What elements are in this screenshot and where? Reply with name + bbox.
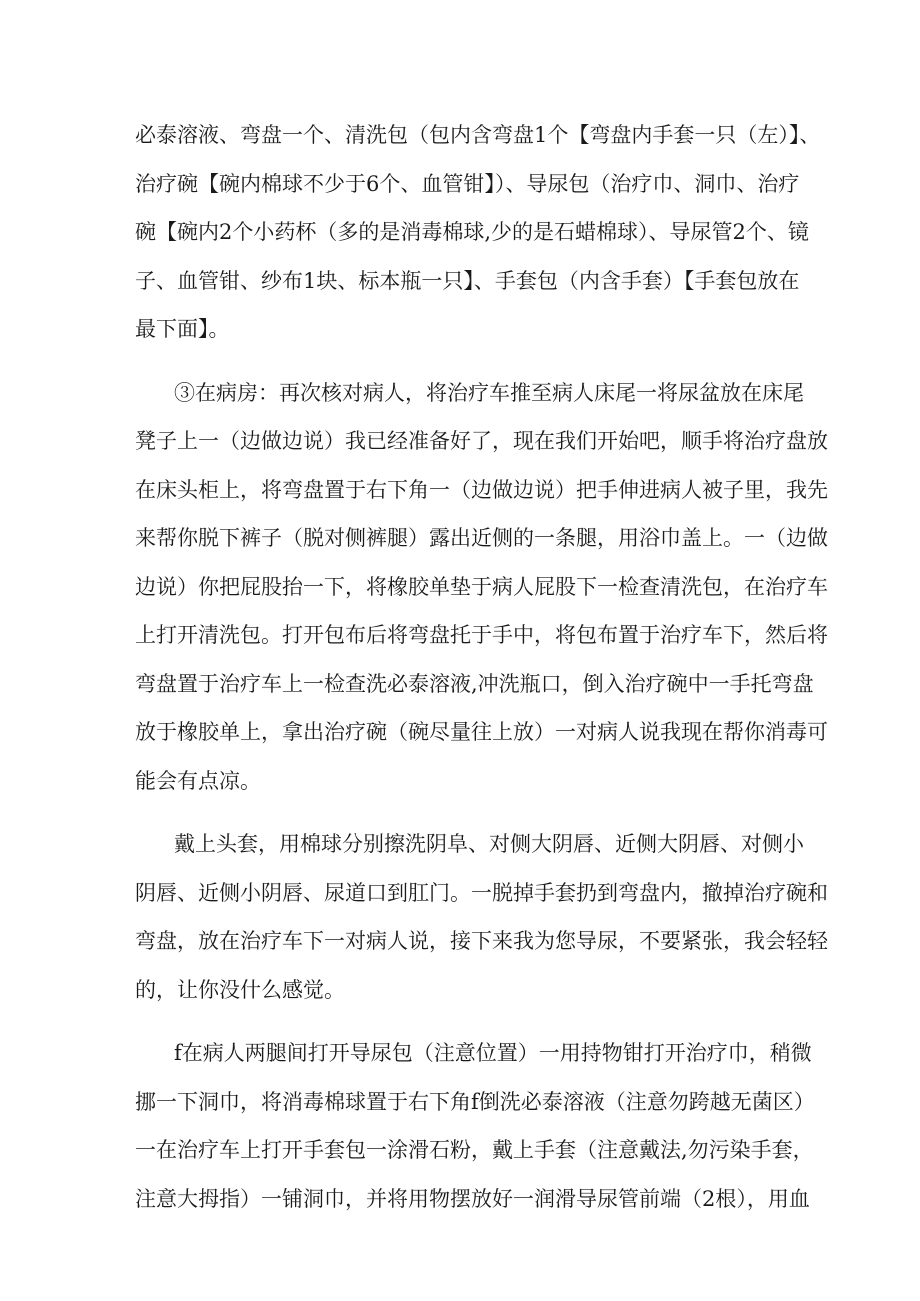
paragraph-gap: [135, 354, 792, 369]
text-line: 凳子上一（边做边说）我已经准备好了，现在我们开始吧，顺手将治疗盘放: [135, 429, 828, 453]
text-line: 戴上头套，用棉球分别擦洗阴阜、对侧大阴唇、近侧大阴唇、对侧小: [174, 832, 804, 856]
text-line: 最下面】。: [135, 317, 230, 341]
paragraph-catheter: [135, 1029, 815, 1223]
text-line: 阴唇、近侧小阴唇、尿道口到肛门。一脱掉手套扔到弯盘内，撤掉治疗碗和: [135, 880, 828, 905]
paragraph-gap: [135, 805, 792, 820]
paragraph-ward: [135, 369, 828, 806]
text-line: ③在病房：再次核对病人，将治疗车推至病人床尾一将尿盆放在床尾: [174, 380, 804, 405]
text-line: 子、血管钳、纱布1块、标本瓶一只】、手套包（内含手套）【手套包放在: [135, 268, 800, 293]
paragraph-gap: [135, 1014, 792, 1029]
text-line: 碗【碗内2个小药杯（多的是消毒棉球,少的是石蜡棉球）、导尿管2个、镜: [135, 220, 809, 244]
text-line: 治疗碗【碗内棉球不少于6个、血管钳】）、导尿包（治疗巾、洞巾、治疗: [135, 171, 800, 196]
paragraph-supplies: [135, 111, 821, 354]
text-line: 一在治疗车上打开手套包一涂滑石粉，戴上手套（注意戴法,勿污染手套，: [135, 1138, 814, 1162]
text-line: 的，让你没什么感觉。: [135, 977, 345, 1002]
text-line: 必泰溶液、弯盘一个、清洗包（包内含弯盘1个【弯盘内手套一只（左）】、: [135, 123, 821, 147]
text-line: 放于橡胶单上，拿出治疗碗（碗尽量往上放）一对病人说我现在帮你消毒可: [135, 720, 828, 744]
text-line: 弯盘，放在治疗车下一对病人说，接下来我为您导尿，不要紧张，我会轻轻: [135, 929, 828, 953]
text-line: 弯盘置于治疗车上一检查洗必泰溶液,冲洗瓶口，倒入治疗碗中一手托弯盘: [135, 671, 814, 696]
text-line: 能会有点凉。: [135, 768, 261, 793]
text-line: 边说）你把屁股抬一下，将橡胶单垫于病人屁股下一检查清洗包，在治疗车: [135, 574, 828, 599]
text-line: 来帮你脱下裤子（脱对侧裤腿）露出近侧的一条腿，用浴巾盖上。一（边做: [135, 526, 828, 550]
text-line: f在病人两腿间打开导尿包（注意位置）一用持物钳打开治疗巾，稍微: [174, 1041, 812, 1065]
paragraph-cleaning: [135, 820, 828, 1014]
text-line: 挪一下洞巾，将消毒棉球置于右下角f倒洗必泰溶液（注意勿跨越无菌区）: [135, 1089, 815, 1114]
text-line: 注意大拇指）一铺洞巾，并将用物摆放好一润滑导尿管前端（2根），用血: [135, 1186, 810, 1211]
text-line: 在床头柜上，将弯盘置于右下角一（边做边说）把手伸进病人被子里，我先: [135, 477, 828, 502]
text-line: 上打开清洗包。打开包布后将弯盘托于手中，将包布置于治疗车下，然后将: [135, 623, 828, 647]
